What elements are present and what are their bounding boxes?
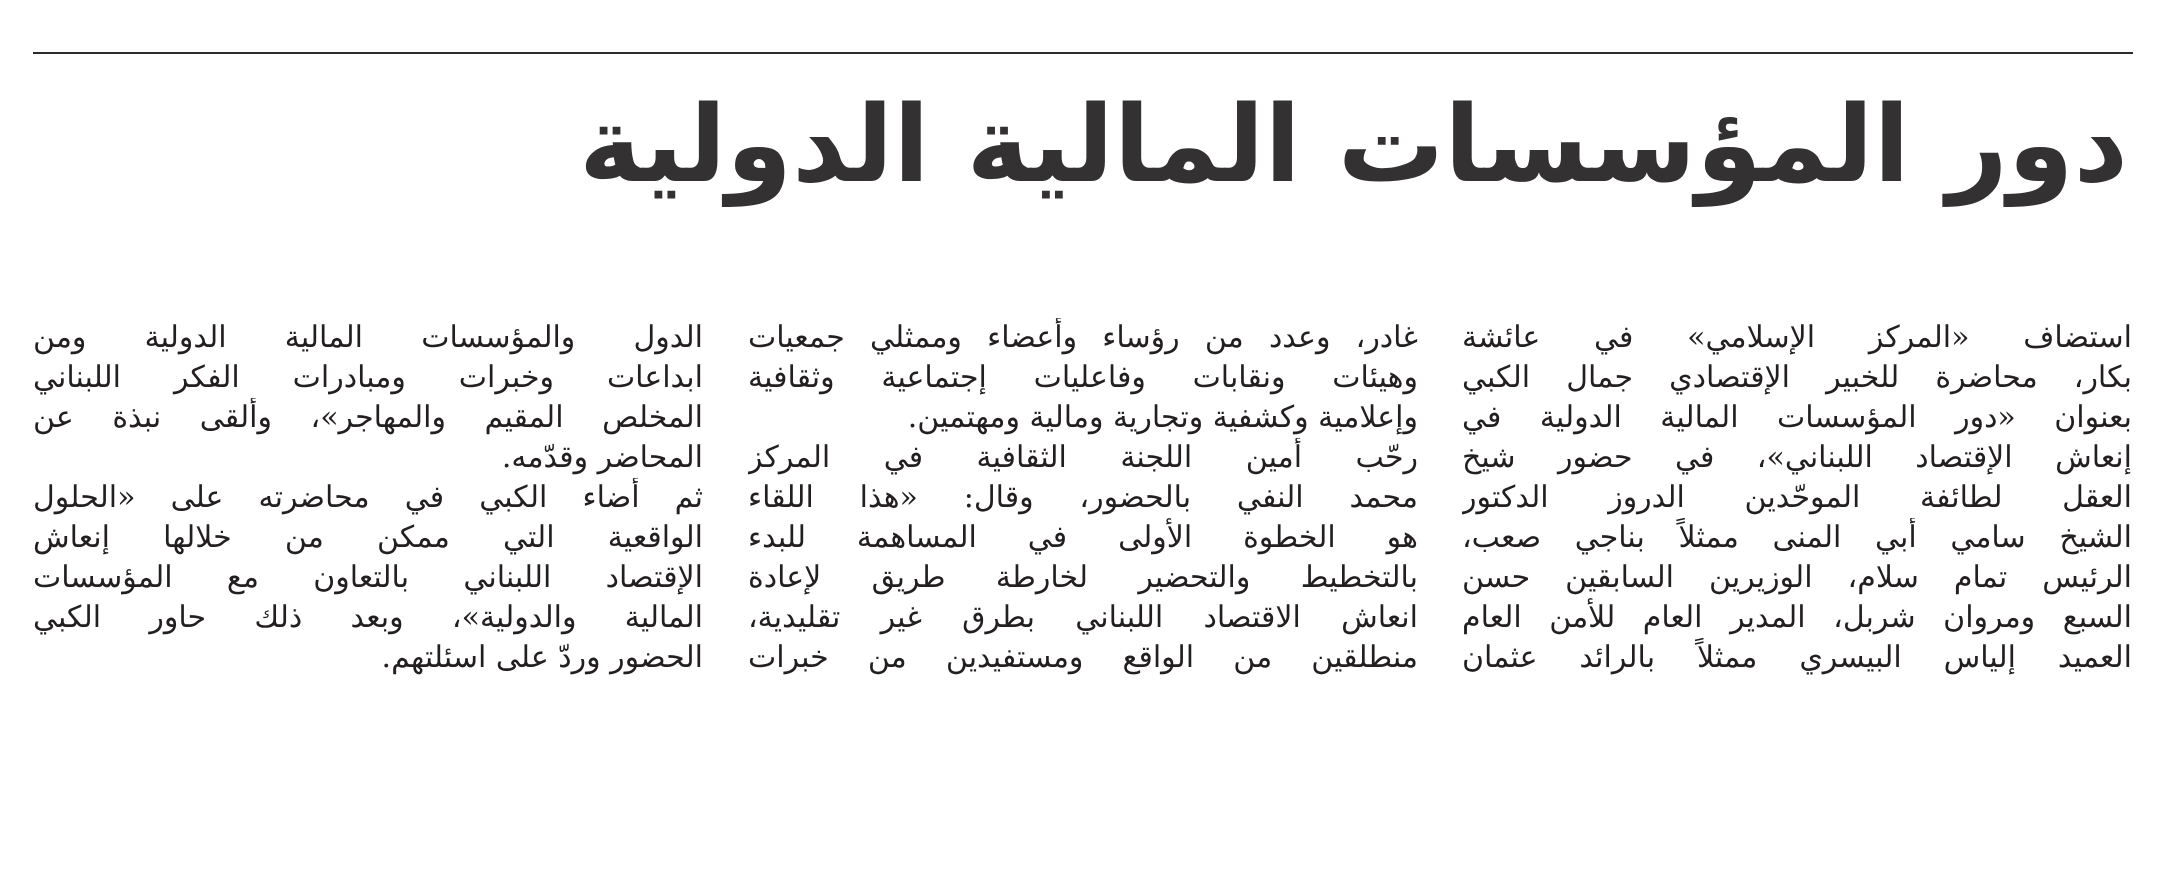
- column-2-line: بالتخطيط والتحضير لخارطة طريق لإعادة: [748, 560, 1418, 595]
- column-1-line: إنعاش الإقتصاد اللبناني»، في حضور شيخ: [1462, 440, 2132, 475]
- article-column-2: [748, 318, 1418, 788]
- top-rule: [33, 52, 2133, 54]
- article-column-3: [33, 318, 703, 788]
- column-2-line: هو الخطوة الأولى في المساهمة للبدء: [748, 520, 1418, 555]
- column-1-line: الرئيس تمام سلام، الوزيرين السابقين حسن: [1462, 560, 2132, 595]
- column-1-line: بكار، محاضرة للخبير الإقتصادي جمال الكبي: [1462, 360, 2132, 395]
- column-2-line: غادر، وعدد من رؤساء وأعضاء وممثلي جمعيات: [748, 320, 1418, 355]
- column-3-line: المحاضر وقدّمه.: [501, 440, 703, 475]
- column-2-line: محمد النفي بالحضور، وقال: «هذا اللقاء: [748, 480, 1418, 515]
- column-1-line: استضاف «المركز الإسلامي» في عائشة: [1462, 320, 2132, 355]
- column-3-line: المالية والدولية»، وبعد ذلك حاور الكبي: [33, 600, 703, 635]
- column-3-line: ابداعات وخبرات ومبادرات الفكر اللبناني: [33, 360, 703, 395]
- column-2-line: وهيئات ونقابات وفاعليات إجتماعية وثقافية: [748, 360, 1418, 395]
- column-1-line: السبع ومروان شربل، المدير العام للأمن العام: [1462, 600, 2132, 635]
- column-3-line: الحضور وردّ على اسئلتهم.: [381, 640, 703, 675]
- column-2-line: وإعلامية وكشفية وتجارية ومالية ومهتمين.: [907, 400, 1418, 435]
- column-1-line: الشيخ سامي أبي المنى ممثلاً بناجي صعب،: [1462, 520, 2132, 555]
- column-1-line: العميد إلياس البيسري ممثلاً بالرائد عثمان: [1462, 640, 2132, 675]
- column-2-line: رحّب أمين اللجنة الثقافية في المركز: [748, 440, 1418, 475]
- column-3-line: الإقتصاد اللبناني بالتعاون مع المؤسسات: [33, 560, 703, 595]
- column-3-line: الدول والمؤسسات المالية الدولية ومن: [33, 320, 703, 355]
- column-2-line: منطلقين من الواقع ومستفيدين من خبرات: [748, 640, 1418, 675]
- column-1-line: بعنوان «دور المؤسسات المالية الدولية في: [1462, 400, 2132, 435]
- column-3-line: ثم أضاء الكبي في محاضرته على «الحلول: [33, 480, 703, 515]
- column-3-line: الواقعية التي ممكن من خلالها إنعاش: [33, 520, 703, 555]
- column-1-line: العقل لطائفة الموحّدين الدروز الدكتور: [1462, 480, 2132, 515]
- column-2-line: انعاش الاقتصاد اللبناني بطرق غير تقليدية،: [748, 600, 1418, 635]
- article-headline: دور المؤسسات المالية الدولية: [578, 83, 2128, 206]
- column-3-line: المخلص المقيم والمهاجر»، وألقى نبذة عن: [33, 400, 703, 435]
- article-column-1: [1462, 318, 2132, 788]
